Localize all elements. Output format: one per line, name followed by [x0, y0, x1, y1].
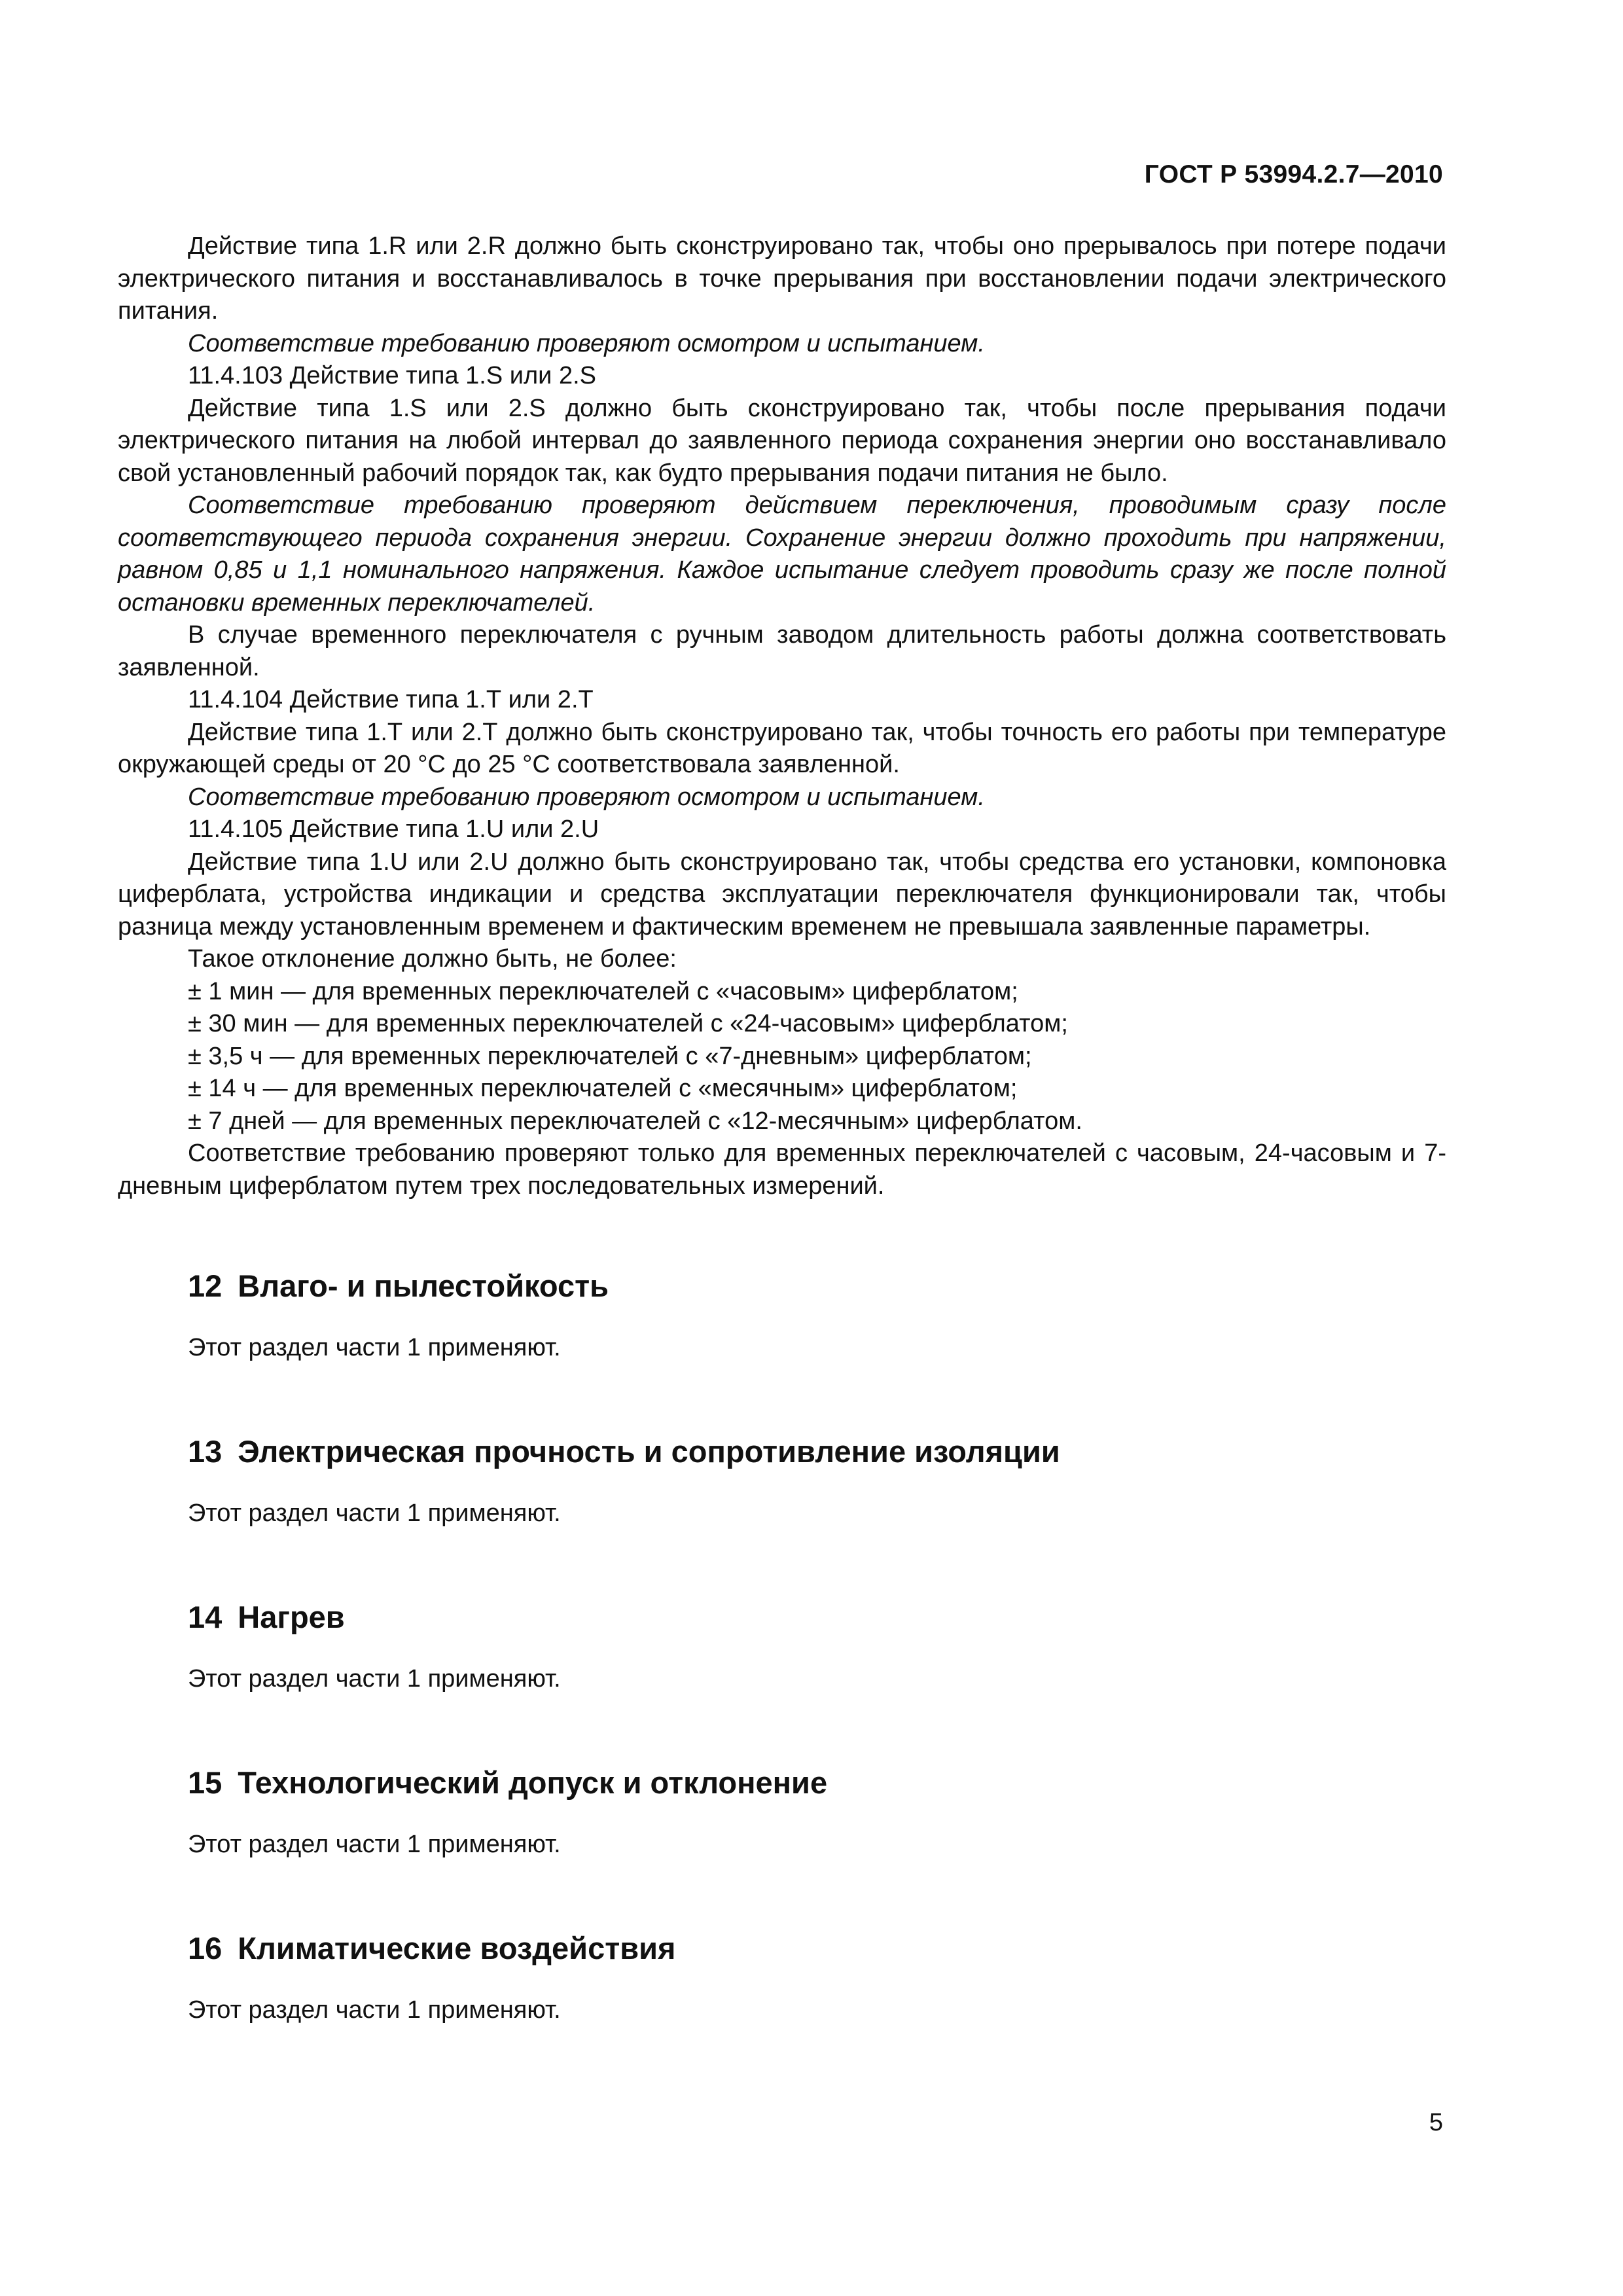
section-title: Электрическая прочность и сопротивление изоляции — [238, 1434, 1060, 1469]
section-text: Этот раздел части 1 применяют. — [188, 1499, 561, 1527]
section-title: Влаго- и пылестойкость — [238, 1268, 609, 1303]
page-number: 5 — [1429, 2109, 1443, 2136]
clause-heading: 11.4.104 Действие типа 1.Т или 2.Т — [188, 686, 594, 713]
section-number: 12 — [188, 1268, 223, 1303]
paragraph-verification: Соответствие требованию проверяют действием переключения, проводимым сразу после соответствующего периода сохранения энергии. Сохранение энергии должно проходить при напряжении, равном 0,85 и 1,1 номинального напряжения. Каждое испытание следует проводить сразу же после полной остановки временных переключателей. — [118, 492, 1446, 617]
paragraph: Действие типа 1.R или 2.R должно быть сконструировано так, чтобы оно прерывалось при потере подачи электрического питания и восстанавливалось в точке прерывания при восстановлении подачи электрического питания. — [118, 232, 1446, 325]
section-title: Нагрев — [238, 1600, 345, 1634]
paragraph: Соответствие требованию проверяют только для временных переключателей с часовым, 24-часовым и 7-дневным циферблатом путем трех последовательных измерений. — [118, 1139, 1446, 1200]
paragraph: Такое отклонение должно быть, не более: — [188, 945, 677, 973]
paragraph-verification: Соответствие требованию проверяют осмотром и испытанием. — [188, 329, 985, 357]
section-number: 13 — [188, 1434, 223, 1469]
tolerance-item: ± 7 дней — для временных переключателей с «12-месячным» циферблатом. — [188, 1107, 1082, 1135]
paragraph: Действие типа 1.S или 2.S должно быть сконструировано так, чтобы после прерывания подачи электрического питания на любой интервал до заявленного периода сохранения энергии оно восстанавливало свой установленный рабочий порядок так, как будто прерывания подачи питания не было. — [118, 394, 1446, 487]
body-text — [118, 230, 1446, 1202]
paragraph: Действие типа 1.Т или 2.Т должно быть сконструировано так, чтобы точность его работы при температуре окружающей среды от 20 °С до 25 °С соответствовала заявленной. — [118, 718, 1446, 778]
sections — [118, 1266, 1446, 2094]
section-text: Этот раздел части 1 применяют. — [188, 1996, 561, 2024]
paragraph: Действие типа 1.U или 2.U должно быть сконструировано так, чтобы средства его установки, компоновка циферблата, устройства индикации и средства эксплуатации переключателя функционировали так, чтобы разница между установленным временем и фактическим временем не превышала заявленные параметры. — [118, 848, 1446, 941]
section-heading — [118, 1929, 1446, 1968]
tolerance-item: ± 30 мин — для временных переключателей с «24-часовым» циферблатом; — [188, 1010, 1068, 1037]
document-header: ГОСТ Р 53994.2.7—2010 — [1144, 160, 1443, 188]
clause-heading: 11.4.105 Действие типа 1.U или 2.U — [188, 816, 599, 843]
tolerance-item: ± 14 ч — для временных переключателей с «месячным» циферблатом; — [188, 1075, 1018, 1102]
section-number: 16 — [188, 1931, 223, 1965]
section-number: 14 — [188, 1600, 223, 1634]
section-title: Технологический допуск и отклонение — [238, 1765, 828, 1800]
section-text: Этот раздел части 1 применяют. — [188, 1665, 561, 1693]
tolerance-item: ± 3,5 ч — для временных переключателей с «7-дневным» циферблатом; — [188, 1042, 1032, 1070]
section-16 — [118, 1929, 1446, 2094]
section-text: Этот раздел части 1 применяют. — [188, 1831, 561, 1858]
paragraph: В случае временного переключателя с ручным заводом длительность работы должна соответствовать заявленной. — [118, 621, 1446, 681]
section-number: 15 — [188, 1765, 223, 1800]
section-title: Климатические воздействия — [238, 1931, 676, 1965]
section-12 — [118, 1266, 1446, 1432]
section-15 — [118, 1763, 1446, 1929]
paragraph-verification: Соответствие требованию проверяют осмотром и испытанием. — [188, 783, 985, 811]
section-text: Этот раздел части 1 применяют. — [188, 1334, 561, 1361]
section-14 — [118, 1598, 1446, 1763]
section-heading — [118, 1432, 1446, 1471]
section-13 — [118, 1432, 1446, 1598]
tolerance-item: ± 1 мин — для временных переключателей с «часовым» циферблатом; — [188, 977, 1018, 1005]
section-heading — [118, 1266, 1446, 1306]
clause-heading: 11.4.103 Действие типа 1.S или 2.S — [188, 362, 596, 389]
section-heading — [118, 1763, 1446, 1803]
section-heading — [118, 1598, 1446, 1637]
